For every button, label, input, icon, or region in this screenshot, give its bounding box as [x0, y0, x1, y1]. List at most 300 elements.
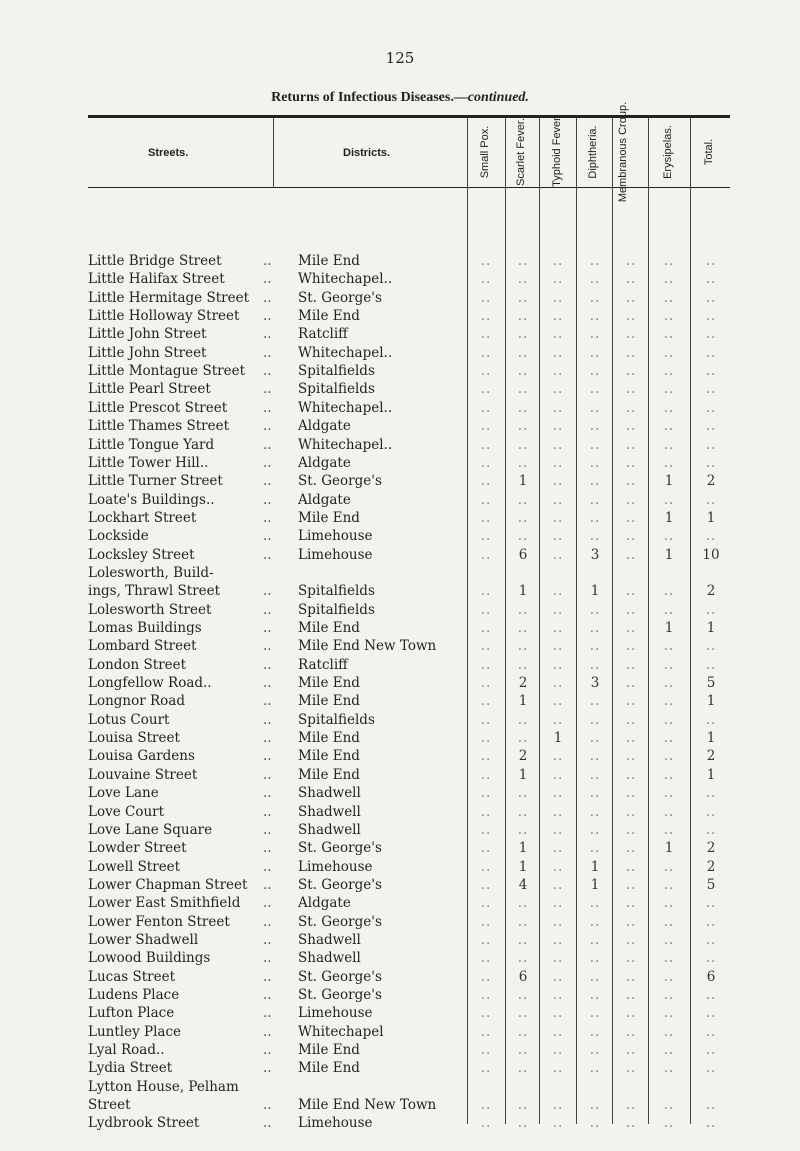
table-cell: 2 — [706, 473, 716, 490]
street-name: Little Thames Street — [88, 418, 230, 435]
table-cell: .. — [517, 803, 529, 820]
table-cell: .. — [517, 436, 529, 453]
table-cell: .. — [589, 638, 601, 655]
table-cell: 1 — [590, 858, 600, 875]
table-cell: .. — [552, 840, 564, 857]
district-name: Shadwell — [298, 950, 361, 967]
table-cell: .. — [589, 473, 601, 490]
table-cell: .. — [552, 363, 564, 380]
leader-dots: .. — [263, 1060, 272, 1077]
leader-dots: .. — [263, 1042, 272, 1059]
table-row — [0, 454, 800, 472]
district-name: Mile End New Town — [298, 638, 437, 655]
table-row — [0, 344, 800, 362]
table-cell: .. — [705, 913, 717, 930]
table-cell: .. — [552, 509, 564, 526]
table-cell: .. — [517, 381, 529, 398]
table-cell: .. — [663, 289, 675, 306]
table-row — [0, 674, 800, 692]
table-cell: .. — [589, 363, 601, 380]
table-row — [0, 766, 800, 784]
district-name: St. George's — [298, 913, 382, 930]
table-cell: .. — [480, 1115, 492, 1132]
table-cell: 2 — [518, 748, 528, 765]
district-name: St. George's — [298, 840, 382, 857]
table-cell: .. — [589, 821, 601, 838]
table-cell: .. — [625, 528, 637, 545]
table-cell: .. — [480, 381, 492, 398]
title-main: Returns of Infectious Diseases. — [271, 90, 454, 105]
table-cell: .. — [663, 895, 675, 912]
table-cell: .. — [552, 381, 564, 398]
street-name: Lowell Street — [88, 858, 181, 875]
table-cell: .. — [589, 1005, 601, 1022]
table-cell: .. — [517, 418, 529, 435]
table-cell: .. — [517, 711, 529, 728]
table-cell: .. — [480, 271, 492, 288]
table-cell: .. — [625, 271, 637, 288]
table-cell: .. — [517, 1097, 529, 1114]
table-cell: 1 — [664, 509, 674, 526]
table-cell: .. — [625, 326, 637, 343]
table-cell: 2 — [706, 583, 716, 600]
table-row — [0, 821, 800, 839]
table-cell: .. — [552, 693, 564, 710]
district-name: Shadwell — [298, 931, 361, 948]
table-cell: .. — [625, 363, 637, 380]
header-scarlet-fever: Scarlet Fever. — [515, 118, 527, 186]
table-cell: .. — [705, 1005, 717, 1022]
table-cell: .. — [552, 950, 564, 967]
street-name: Love Court — [88, 803, 165, 820]
table-cell: .. — [625, 730, 637, 747]
table-cell: .. — [480, 491, 492, 508]
district-name: Mile End New Town — [298, 1097, 437, 1114]
table-cell: .. — [625, 895, 637, 912]
district-name: St. George's — [298, 987, 382, 1003]
column-divider — [273, 118, 274, 188]
table-cell: .. — [480, 748, 492, 765]
district-name: Shadwell — [298, 821, 361, 838]
leader-dots: .. — [263, 711, 272, 728]
table-cell: .. — [705, 785, 717, 802]
table-row — [0, 931, 800, 949]
leader-dots: .. — [263, 491, 272, 508]
table-cell: .. — [552, 601, 564, 618]
table-cell: .. — [625, 1005, 637, 1022]
leader-dots: .. — [263, 785, 272, 802]
district-name: Shadwell — [298, 785, 361, 802]
table-cell: .. — [552, 913, 564, 930]
table-cell: .. — [552, 638, 564, 655]
leader-dots: .. — [263, 363, 272, 380]
table-cell: .. — [589, 344, 601, 361]
table-cell: .. — [663, 950, 675, 967]
table-cell: .. — [480, 987, 492, 1003]
table-cell: .. — [625, 821, 637, 838]
table-cell: .. — [663, 399, 675, 416]
leader-dots: .. — [263, 418, 272, 435]
district-name: Whitechapel.. — [298, 271, 393, 288]
leader-dots: .. — [263, 895, 272, 912]
table-cell: .. — [705, 656, 717, 673]
table-cell: .. — [705, 950, 717, 967]
table-row — [0, 637, 800, 655]
leader-dots: .. — [263, 308, 272, 325]
table-cell: .. — [625, 491, 637, 508]
table-cell: .. — [517, 509, 529, 526]
leader-dots: .. — [263, 454, 272, 471]
table-cell: .. — [480, 858, 492, 875]
header-small-pox: Small Pox. — [479, 125, 491, 179]
table-row — [0, 417, 800, 435]
table-cell: .. — [663, 1023, 675, 1040]
table-row — [0, 986, 800, 1004]
street-name: Lufton Place — [88, 1005, 175, 1022]
table-cell: .. — [552, 785, 564, 802]
table-cell: .. — [552, 968, 564, 985]
table-cell: 6 — [706, 968, 716, 985]
table-cell: .. — [625, 601, 637, 618]
table-cell: .. — [705, 601, 717, 618]
table-cell: .. — [663, 766, 675, 783]
table-cell: .. — [589, 436, 601, 453]
table-cell: .. — [705, 821, 717, 838]
table-cell: .. — [589, 620, 601, 636]
table-row — [0, 1041, 800, 1059]
district-name: St. George's — [298, 968, 382, 985]
table-cell: .. — [480, 1060, 492, 1077]
street-name: Little Hermitage Street — [88, 289, 249, 306]
table-cell: 3 — [590, 675, 600, 692]
street-name: Longfellow Road.. — [88, 675, 212, 692]
table-cell: .. — [517, 344, 529, 361]
table-cell: .. — [552, 876, 564, 893]
table-cell: .. — [625, 308, 637, 325]
header-typhoid-fever: Typhoid Fever — [551, 117, 563, 187]
table-cell: .. — [705, 399, 717, 416]
table-cell: .. — [517, 821, 529, 838]
table-cell: .. — [589, 895, 601, 912]
table-cell: .. — [517, 638, 529, 655]
table-row — [0, 784, 800, 802]
table-cell: .. — [589, 931, 601, 948]
table-cell: .. — [705, 344, 717, 361]
table-row — [0, 325, 800, 343]
table-cell: .. — [589, 381, 601, 398]
district-name: Mile End — [298, 253, 360, 269]
street-name: Little John Street — [88, 344, 207, 361]
table-row — [0, 564, 800, 600]
table-cell: .. — [552, 895, 564, 912]
table-cell: .. — [480, 931, 492, 948]
table-cell: .. — [705, 363, 717, 380]
table-cell: .. — [480, 399, 492, 416]
leader-dots: .. — [263, 473, 272, 490]
table-cell: .. — [480, 601, 492, 618]
table-cell: .. — [663, 381, 675, 398]
district-name: Mile End — [298, 748, 360, 765]
table-cell: .. — [589, 968, 601, 985]
table-cell: .. — [625, 1115, 637, 1132]
street-name: Louisa Gardens — [88, 748, 195, 765]
table-cell: .. — [589, 711, 601, 728]
table-cell: .. — [625, 344, 637, 361]
district-name: Mile End — [298, 509, 360, 526]
table-cell: .. — [480, 821, 492, 838]
table-cell: .. — [480, 730, 492, 747]
table-cell: .. — [552, 656, 564, 673]
table-cell: .. — [480, 583, 492, 600]
table-cell: 6 — [518, 546, 528, 563]
table-row — [0, 436, 800, 454]
table-row — [0, 491, 800, 509]
table-row — [0, 968, 800, 986]
leader-dots: .. — [263, 1097, 272, 1114]
table-cell: .. — [480, 711, 492, 728]
table-cell: .. — [625, 858, 637, 875]
table-cell: .. — [552, 1005, 564, 1022]
table-cell: .. — [589, 454, 601, 471]
street-name: Lowood Buildings — [88, 950, 211, 967]
table-cell: .. — [517, 454, 529, 471]
table-cell: .. — [517, 253, 529, 269]
table-cell: .. — [663, 418, 675, 435]
table-cell: .. — [480, 253, 492, 269]
table-cell: .. — [589, 913, 601, 930]
table-cell: .. — [625, 766, 637, 783]
table-cell: .. — [663, 730, 675, 747]
leader-dots: .. — [263, 1023, 272, 1040]
table-cell: 4 — [518, 876, 528, 893]
table-cell: .. — [552, 253, 564, 269]
table-cell: 2 — [706, 840, 716, 857]
table-cell: .. — [705, 1097, 717, 1114]
table-cell: .. — [705, 638, 717, 655]
table-cell: .. — [517, 308, 529, 325]
table-cell: .. — [663, 363, 675, 380]
table-row — [0, 692, 800, 710]
table-cell: .. — [480, 1042, 492, 1059]
header-total: Total. — [703, 138, 715, 166]
street-name: Louvaine Street — [88, 766, 198, 783]
street-name: London Street — [88, 656, 187, 673]
leader-dots: .. — [263, 509, 272, 526]
street-name: Lotus Court — [88, 711, 170, 728]
table-cell: .. — [663, 271, 675, 288]
table-cell: .. — [625, 638, 637, 655]
leader-dots: .. — [263, 803, 272, 820]
table-cell: 1 — [664, 473, 674, 490]
table-row — [0, 362, 800, 380]
table-cell: .. — [705, 895, 717, 912]
table-cell: .. — [552, 803, 564, 820]
district-name: Limehouse — [298, 1005, 373, 1022]
table-row — [0, 509, 800, 527]
district-name: Mile End — [298, 308, 360, 325]
table-cell: .. — [663, 601, 675, 618]
table-cell: .. — [517, 895, 529, 912]
table-cell: 1 — [518, 766, 528, 783]
table-cell: 1 — [706, 730, 716, 747]
street-name: Longnor Road — [88, 693, 185, 710]
table-cell: .. — [705, 931, 717, 948]
leader-dots: .. — [263, 858, 272, 875]
table-cell: .. — [480, 436, 492, 453]
table-cell: .. — [663, 344, 675, 361]
table-cell: .. — [625, 1097, 637, 1114]
table-row — [0, 876, 800, 894]
table-cell: 5 — [706, 675, 716, 692]
district-name: Limehouse — [298, 546, 373, 563]
table-cell: .. — [517, 399, 529, 416]
table-cell: .. — [517, 271, 529, 288]
table-row — [0, 380, 800, 398]
district-name: St. George's — [298, 876, 382, 893]
table-cell: .. — [589, 271, 601, 288]
table-cell: .. — [705, 436, 717, 453]
table-cell: .. — [552, 454, 564, 471]
table-cell: .. — [625, 987, 637, 1003]
leader-dots: .. — [263, 730, 272, 747]
table-row — [0, 546, 800, 564]
street-name: Louisa Street — [88, 730, 180, 747]
table-cell: 5 — [706, 876, 716, 893]
table-cell: 1 — [706, 620, 716, 636]
table-cell: .. — [663, 1097, 675, 1114]
district-name: Aldgate — [298, 491, 351, 508]
table-cell: .. — [480, 895, 492, 912]
table-cell: .. — [625, 711, 637, 728]
table-row — [0, 949, 800, 967]
table-cell: .. — [705, 418, 717, 435]
table-cell: .. — [663, 308, 675, 325]
table-row — [0, 289, 800, 307]
table-cell: .. — [480, 546, 492, 563]
table-cell: .. — [552, 766, 564, 783]
table-cell: .. — [589, 656, 601, 673]
table-cell: .. — [663, 583, 675, 600]
table-row — [0, 747, 800, 765]
table-cell: .. — [517, 289, 529, 306]
table-cell: .. — [663, 253, 675, 269]
table-cell: .. — [552, 675, 564, 692]
district-name: Mile End — [298, 620, 360, 636]
leader-dots: .. — [263, 913, 272, 930]
table-cell: .. — [552, 344, 564, 361]
table-cell: .. — [663, 1042, 675, 1059]
table-row — [0, 1023, 800, 1041]
table-cell: .. — [480, 675, 492, 692]
table-cell: .. — [589, 326, 601, 343]
district-name: St. George's — [298, 289, 382, 306]
table-cell: .. — [517, 656, 529, 673]
district-name: Spitalfields — [298, 601, 375, 618]
table-cell: .. — [517, 730, 529, 747]
table-cell: 1 — [518, 693, 528, 710]
table-cell: .. — [480, 950, 492, 967]
table-cell: .. — [589, 1042, 601, 1059]
table-cell: .. — [589, 840, 601, 857]
table-cell: .. — [663, 803, 675, 820]
leader-dots: .. — [263, 931, 272, 948]
table-cell: .. — [663, 326, 675, 343]
street-name: Lydbrook Street — [88, 1115, 200, 1132]
table-cell: .. — [625, 1060, 637, 1077]
table-cell: .. — [705, 1060, 717, 1077]
table-cell: .. — [663, 491, 675, 508]
leader-dots: .. — [263, 675, 272, 692]
table-row — [0, 839, 800, 857]
table-cell: 1 — [553, 730, 563, 747]
table-cell: .. — [663, 1115, 675, 1132]
street-name: Little Halifax Street — [88, 271, 225, 288]
table-cell: .. — [663, 821, 675, 838]
leader-dots: .. — [263, 656, 272, 673]
street-name: Lomas Buildings — [88, 620, 202, 636]
district-name: Mile End — [298, 1042, 360, 1059]
table-cell: 3 — [590, 546, 600, 563]
table-cell: 1 — [590, 583, 600, 600]
table-cell: .. — [589, 509, 601, 526]
street-name: Lockside — [88, 528, 149, 545]
street-name: Lombard Street — [88, 638, 197, 655]
table-cell: .. — [625, 418, 637, 435]
table-row — [0, 472, 800, 490]
table-cell: .. — [552, 748, 564, 765]
table-cell: .. — [480, 913, 492, 930]
street-name: Little Turner Street — [88, 473, 223, 490]
table-cell: .. — [480, 1005, 492, 1022]
district-name: Whitechapel.. — [298, 436, 393, 453]
table-cell: .. — [480, 656, 492, 673]
table-cell: 2 — [706, 748, 716, 765]
table-cell: 1 — [518, 473, 528, 490]
table-cell: .. — [480, 638, 492, 655]
table-cell: .. — [625, 876, 637, 893]
table-cell: .. — [705, 1023, 717, 1040]
table-cell: .. — [625, 381, 637, 398]
table-cell: .. — [552, 931, 564, 948]
district-name: Aldgate — [298, 418, 351, 435]
street-name: Love Lane Square — [88, 821, 213, 838]
street-name: Little Tongue Yard — [88, 436, 215, 453]
table-cell: .. — [589, 950, 601, 967]
leader-dots: .. — [263, 399, 272, 416]
table-cell: .. — [663, 931, 675, 948]
table-row — [0, 894, 800, 912]
street-name: Lucas Street — [88, 968, 176, 985]
table-cell: .. — [625, 509, 637, 526]
street-name: Little John Street — [88, 326, 207, 343]
table-cell: .. — [589, 987, 601, 1003]
table-cell: .. — [480, 766, 492, 783]
district-name: Spitalfields — [298, 381, 375, 398]
table-cell: .. — [552, 418, 564, 435]
leader-dots: .. — [263, 1115, 272, 1132]
table-cell: .. — [625, 620, 637, 636]
table-row — [0, 1004, 800, 1022]
table-cell: .. — [480, 326, 492, 343]
table-cell: .. — [589, 785, 601, 802]
district-name: Spitalfields — [298, 363, 375, 380]
leader-dots: .. — [263, 326, 272, 343]
table-cell: .. — [480, 968, 492, 985]
table-cell: .. — [705, 1115, 717, 1132]
street-name: Little Montague Street — [88, 363, 245, 380]
table-cell: .. — [625, 473, 637, 490]
table-cell: 1 — [664, 840, 674, 857]
